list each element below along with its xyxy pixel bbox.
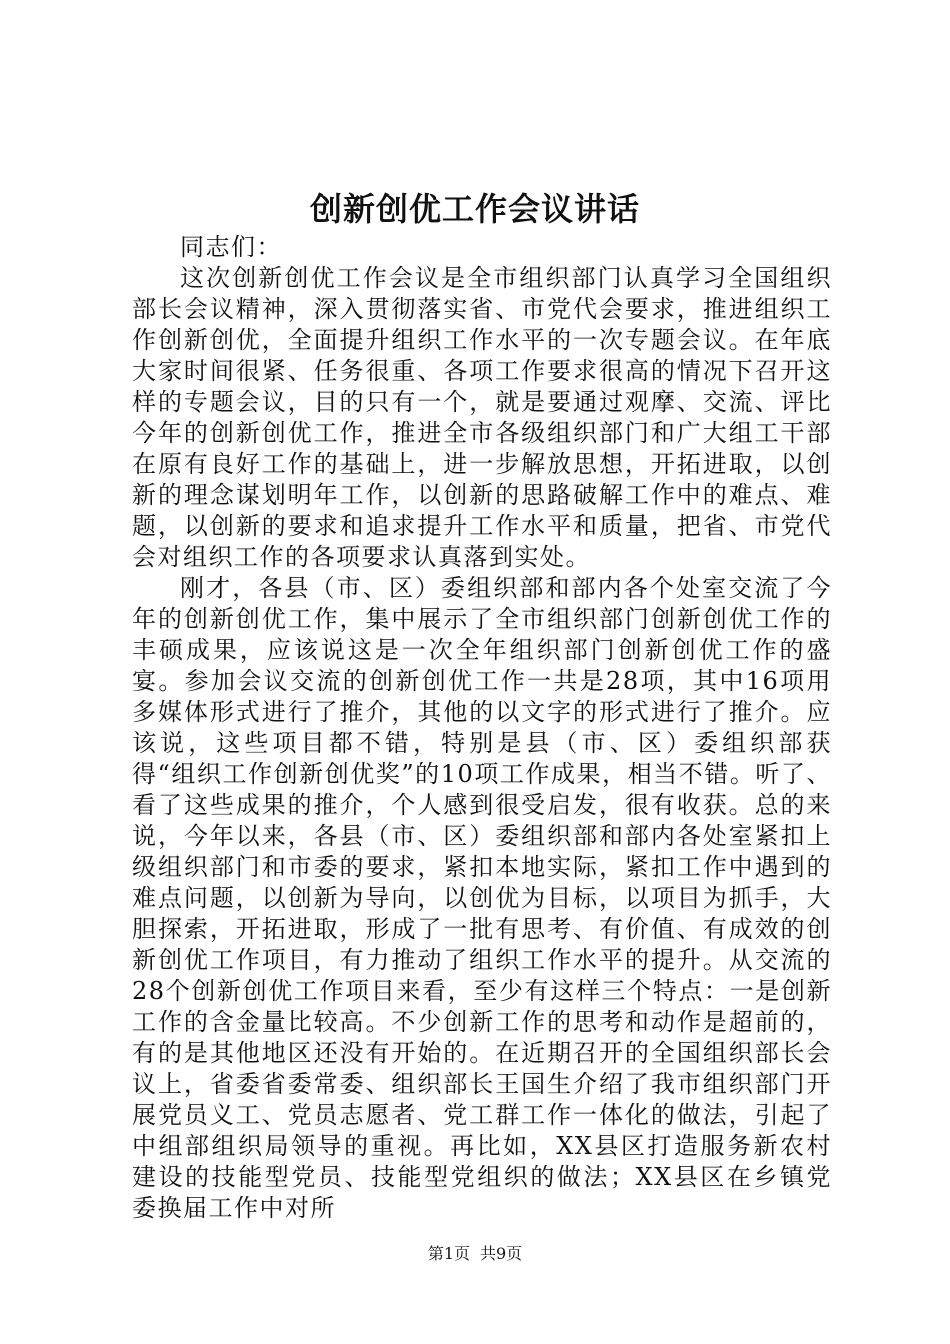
page-total: 共9页	[480, 1244, 523, 1263]
document-body	[132, 232, 832, 1224]
page-number: 第1页	[427, 1244, 470, 1263]
page-footer	[0, 1243, 950, 1265]
paragraph-1: 这次创新创优工作会议是全市组织部门认真学习全国组织部长会议精神，深入贯彻落实省、市党代会要求，推进组织工作创新创优，全面提升组织工作水平的一次专题会议。在年底大家时间很紧、任务很重、各项工作要求很高的情况下召开这样的专题会议，目的只有一个，就是要通过观摩、交流、评比今年的创新创优工作，推进全市各级组织部门和广大组工干部在原有良好工作的基础上，进一步解放思想，开拓进取，以创新的理念谋划明年工作，以创新的思路破解工作中的难点、难题，以创新的要求和追求提升工作水平和质量，把省、市党代会对组织工作的各项要求认真落到实处。	[132, 264, 832, 571]
document-title: 创新创优工作会议讲话	[309, 190, 640, 228]
salutation: 同志们：	[180, 233, 282, 261]
paragraph-2: 刚才，各县（市、区）委组织部和部内各个处室交流了今年的创新创优工作，集中展示了全市组织部门创新创优工作的丰硕成果，应该说这是一次全年组织部门创新创优工作的盛宴。参加会议交流的创新创优工作一共是28项，其中16项用多媒体形式进行了推介，其他的以文字的形式进行了推介。应该说，这些项目都不错，特别是县（市、区）委组织部获得“组织工作创新创优奖”的10项工作成果，相当不错。听了、看了这些成果的推介，个人感到很受启发，很有收获。总的来说，今年以来，各县（市、区）委组织部和部内各处室紧扣上级组织部门和市委的要求，紧扣本地实际，紧扣工作中遇到的难点问题，以创新为导向，以创优为目标，以项目为抓手，大胆探索，开拓进取，形成了一批有思考、有价值、有成效的创新创优工作项目，有力推动了组织工作水平的提升。从交流的28个创新创优工作项目来看，至少有这样三个特点：一是创新工作的含金量比较高。不少创新工作的思考和动作是超前的，有的是其他地区还没有开始的。在近期召开的全国组织部长会议上，省委省委常委、组织部长王国生介绍了我市组织部门开展党员义工、党员志愿者、党工群工作一体化的做法，引起了中组部组织局领导的重视。再比如，XX县区打造服务新农村建设的技能型党员、技能型党组织的做法；XX县区在乡镇党委换届工作中对所	[132, 574, 832, 1222]
